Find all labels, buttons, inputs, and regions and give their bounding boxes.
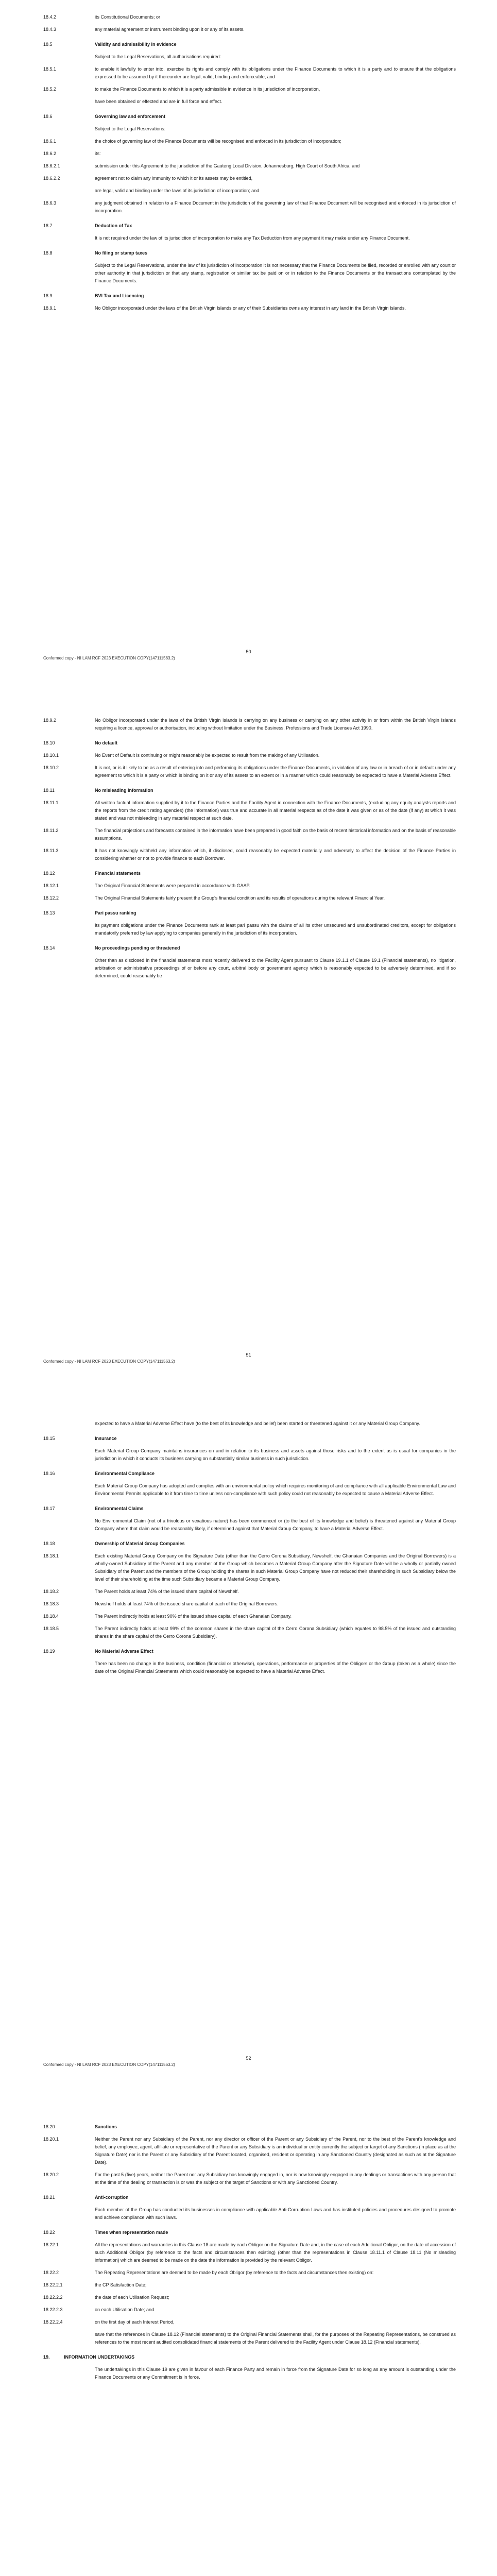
clause bbox=[43, 13, 456, 21]
clause-number: 18.6 bbox=[43, 114, 53, 119]
clause-text: submission under this Agreement to the jurisdiction of the Gauteng Local Division, Johannesburg, High Court of South Africa; and bbox=[95, 163, 360, 168]
clause-heading bbox=[43, 1505, 456, 1513]
clause-number: 18.5 bbox=[43, 42, 53, 47]
paragraph: Each Material Group Company has adopted and complies with an environmental policy which requires monitoring of and compliance with all applicable Environmental Law and Environmental Permits applicable to it from time to time unless non-compliance with such policy could not reasonably be expected to cause a Material Adverse Effect. bbox=[95, 1483, 456, 1496]
clause-number: 18.22.2.1 bbox=[43, 2282, 63, 2287]
clause-number: 18.12.2 bbox=[43, 895, 59, 901]
clause-text: Deduction of Tax bbox=[95, 223, 132, 228]
clause-text: The Original Financial Statements were prepared in accordance with GAAP. bbox=[95, 883, 250, 888]
clause-heading bbox=[43, 249, 456, 257]
clause-number: 18.22.2.2 bbox=[43, 2295, 63, 2300]
clause bbox=[43, 882, 456, 890]
paragraph: Subject to the Legal Reservations, all authorisations required: bbox=[95, 54, 221, 59]
clause-number: 18.11.3 bbox=[43, 848, 59, 853]
clause-number: 18.10.2 bbox=[43, 765, 59, 770]
clause-text: For the past 5 (five) years, neither the Parent nor any Subsidiary has knowingly engaged in, nor is now knowingly engaged in any dealings or transactions with any person that at the time of the dealing or transaction is or was the subject or the target of Sanctions or with any Sanctioned Country. bbox=[95, 2172, 456, 2185]
clause bbox=[43, 2269, 456, 2277]
clause-text: the CP Satisfaction Date; bbox=[95, 2282, 147, 2287]
clause-text: No proceedings pending or threatened bbox=[95, 945, 180, 951]
clause-text: The financial projections and forecasts contained in the information have been prepared in good faith on the basis of recent historical information and on the basis of reasonable assumptions. bbox=[95, 828, 456, 841]
clause-heading bbox=[43, 2194, 456, 2201]
clause bbox=[43, 799, 456, 822]
clause bbox=[43, 26, 456, 33]
clause-number: 18.7 bbox=[43, 223, 53, 228]
clause bbox=[43, 2281, 456, 2289]
clause-number: 18.5.2 bbox=[43, 87, 57, 92]
clause bbox=[43, 2171, 456, 2187]
clause-number: 18.21 bbox=[43, 2195, 55, 2200]
clause-number: 18.22.2 bbox=[43, 2270, 59, 2275]
clause-number: 18.22 bbox=[43, 2230, 55, 2235]
clause-text: The Original Financial Statements fairly present the Group's financial condition and its results of operations during the relevant Financial Year. bbox=[95, 895, 385, 901]
clause-number: 18.18.5 bbox=[43, 1626, 59, 1631]
clause-number: 18.9.1 bbox=[43, 306, 57, 311]
clause-text: Neither the Parent nor any Subsidiary of the Parent, nor any director or officer of the Parent or any Subsidiary of the Parent, nor to the best of the Parent's knowledge and belief, any employee, agent, affiliate or representative of the Parent or any Subsidiary is an individual or entity currently the subject or target of any Sanctions (in place as at the Signature Date) nor is the Parent or any Subsidiary of the Parent located, organised, resident or operating in any Sanctioned Country (designated as such as at the Signature Date). bbox=[95, 2137, 456, 2165]
clause-number: 18.6.2.2 bbox=[43, 176, 60, 181]
paragraph: are legal, valid and binding under the laws of its jurisdiction of incorporation; and bbox=[95, 188, 260, 193]
paragraph: Each member of the Group has conducted its businesses in compliance with applicable Anti-Corruption Laws and has instituted policies and procedures designed to promote and achieve compliance with such laws. bbox=[95, 2207, 456, 2220]
clause-number: 18.18.1 bbox=[43, 1553, 59, 1558]
clause-number: 18.18 bbox=[43, 1541, 55, 1546]
clause-text: agreement not to claim any immunity to which it or its assets may be entitled, bbox=[95, 176, 253, 181]
clause bbox=[43, 1588, 456, 1596]
clause-number: 18.13 bbox=[43, 910, 55, 916]
clause-number: 18.20.1 bbox=[43, 2137, 59, 2142]
clause-heading bbox=[43, 944, 456, 952]
clause-text: any material agreement or instrument binding upon it or any of its assets. bbox=[95, 27, 245, 32]
clause bbox=[43, 199, 456, 215]
clause bbox=[43, 162, 456, 170]
clause-text: any judgment obtained in relation to a Finance Document in the jurisdiction of the governing law of that Finance Document will be recognised and enforced in its jurisdiction of incorporation. bbox=[95, 200, 456, 213]
clause-number: 18.9.2 bbox=[43, 718, 57, 723]
clause bbox=[43, 847, 456, 862]
clause-text: It has not knowingly withheld any information which, if disclosed, could reasonably be expected materially and adversely to affect the decision of the Finance Parties in considering whether or not to provide finance to each Borrower. bbox=[95, 848, 456, 861]
clause-text: Sanctions bbox=[95, 2124, 117, 2129]
clause-number: 18.22.2.4 bbox=[43, 2319, 63, 2325]
clause-text: All written factual information supplied by it to the Finance Parties and the Facility Agent in connection with the Finance Documents, (excluding any equity analysts reports and the reports from the credit rating agencies) (the information) was true and accurate in all material respects as of the date it was given or as of the date (if any) at which it was stated and was not misleading in any material respect at such date. bbox=[95, 800, 456, 821]
clause bbox=[43, 2294, 456, 2301]
clause-text: No default bbox=[95, 740, 117, 745]
clause-heading bbox=[43, 1435, 456, 1443]
clause-text: to make the Finance Documents to which it is a party admissible in evidence in its jurisdiction of incorporation, bbox=[95, 87, 320, 92]
paragraph: Its payment obligations under the Finance Documents rank at least pari passu with the claims of all its other unsecured and unsubordinated creditors, except for obligations mandatorily preferred by law applying to companies generally in the jurisdiction of its incorporation. bbox=[95, 923, 456, 936]
clause-heading bbox=[43, 1540, 456, 1548]
clause-number: 18.18.2 bbox=[43, 1589, 59, 1594]
conformed-copy-footer: Conformed copy - NI LAM RCF 2023 EXECUTION COPY(147111563.2) bbox=[43, 2062, 175, 2067]
clause-text: its Constitutional Documents; or bbox=[95, 14, 161, 20]
clause-text: Newshelf holds at least 74% of the issued share capital of each of the Original Borrowers. bbox=[95, 1601, 279, 1606]
clause-text: Environmental Claims bbox=[95, 1506, 144, 1511]
clause-number: 18.17 bbox=[43, 1506, 55, 1511]
clause-heading bbox=[43, 787, 456, 794]
clause-heading bbox=[43, 222, 456, 230]
clause-text: The Parent indirectly holds at least 99% of the common shares in the share capital of the Cerro Corona Subsidiary (which equates to 98.5% of the issued and outstanding shares in the share capital of the Cerro Corona Subsidiary). bbox=[95, 1626, 456, 1639]
clause-text: Governing law and enforcement bbox=[95, 114, 166, 119]
clause-text: its: bbox=[95, 151, 101, 156]
clause-text: INFORMATION UNDERTAKINGS bbox=[64, 2354, 135, 2360]
clause bbox=[43, 150, 456, 158]
clause-number: 18.16 bbox=[43, 1471, 55, 1476]
clause bbox=[43, 1552, 456, 1583]
clause bbox=[43, 752, 456, 759]
clause bbox=[43, 764, 456, 779]
clause-number: 18.12 bbox=[43, 871, 55, 876]
clause bbox=[43, 2241, 456, 2264]
clause bbox=[43, 65, 456, 81]
clause-number: 18.10.1 bbox=[43, 753, 59, 758]
clause bbox=[43, 138, 456, 145]
document-page bbox=[0, 1406, 497, 2110]
clause-number: 18.6.1 bbox=[43, 139, 57, 144]
clause-heading bbox=[43, 909, 456, 917]
paragraph: The undertakings in this Clause 19 are given in favour of each Finance Party and remain in force from the Signature Date for so long as any amount is outstanding under the Finance Documents or any Commitment is in force. bbox=[95, 2367, 456, 2380]
clause bbox=[43, 894, 456, 902]
clause-number: 18.9 bbox=[43, 293, 53, 298]
paragraph: save that the references in Clause 18.12 (Financial statements) to the Original Financial Statements shall, for the purposes of the Repeating Representations, be construed as references to the most recent audited consolidated financial statements of the Parent delivered to the Facility Agent under Clause 18.12 (Financial statements). bbox=[95, 2332, 456, 2345]
clause bbox=[43, 717, 456, 732]
clause-number: 18.6.3 bbox=[43, 200, 57, 206]
document-page bbox=[0, 703, 497, 1406]
clause-number: 18.19 bbox=[43, 1649, 55, 1654]
clause bbox=[43, 1625, 456, 1640]
clause-number: 18.22.1 bbox=[43, 2242, 59, 2247]
clause-text: No filing or stamp taxes bbox=[95, 250, 148, 256]
paragraph: have been obtained or effected and are in full force and effect. bbox=[95, 99, 222, 104]
clause-number: 18.12.1 bbox=[43, 883, 59, 888]
paragraph: Other than as disclosed in the financial statements most recently delivered to the Facility Agent pursuant to Clause 19.1.1 of Clause 19.1 (Financial statements), no litigation, arbitration or administrative proceedings of or before any court, arbitral body or government agency which is reasonably expected to be adversely determined, and if so determined, could reasonably be bbox=[95, 958, 456, 978]
clause-text: All the representations and warranties in this Clause 18 are made by each Obligor on the Signature Date and, in the case of each Additional Obligor, on the date of accession of such Additional Obligor (by reference to the facts and circumstances then existing) (other than the representations in Clause 18.11.1 of Clause 18.11 (No misleading information) which are deemed to be made on the date the information is provided by the relevant Obligor. bbox=[95, 2242, 456, 2263]
clause-heading bbox=[43, 1648, 456, 1655]
clause bbox=[43, 827, 456, 842]
clause bbox=[43, 2306, 456, 2314]
clause-heading bbox=[43, 739, 456, 747]
clause-text: Environmental Compliance bbox=[95, 1471, 155, 1476]
clause-number: 18.10 bbox=[43, 740, 55, 745]
paragraph: Subject to the Legal Reservations: bbox=[95, 126, 166, 131]
clause-number: 18.11 bbox=[43, 788, 55, 793]
clause-number: 18.14 bbox=[43, 945, 55, 951]
clause bbox=[43, 2136, 456, 2166]
clause-text: on the first day of each Interest Period, bbox=[95, 2319, 175, 2325]
paragraph: It is not required under the law of its jurisdiction of incorporation to make any Tax Deduction from any payment it may make under any Finance Document. bbox=[95, 235, 410, 241]
page-number: 52 bbox=[246, 2056, 251, 2061]
clause-text: Financial statements bbox=[95, 871, 141, 876]
clause-heading bbox=[43, 1470, 456, 1478]
clause-number: 18.6.2.1 bbox=[43, 163, 60, 168]
clause-text: No Event of Default is continuing or might reasonably be expected to result from the making of any Utilisation. bbox=[95, 753, 320, 758]
document-page bbox=[0, 2110, 497, 2576]
clause-number: 18.8 bbox=[43, 250, 53, 256]
clause bbox=[43, 1600, 456, 1608]
clause-number: 18.11.1 bbox=[43, 800, 59, 805]
clause-text: Pari passu ranking bbox=[95, 910, 136, 916]
clause-text: to enable it lawfully to enter into, exercise its rights and comply with its obligations under the Finance Documents to which it is a party and to ensure that the obligations expressed to be assumed by it thereunder are legal, valid, binding and enforceable; and bbox=[95, 66, 456, 79]
clause-text: the date of each Utilisation Request; bbox=[95, 2295, 169, 2300]
clause-text: The Parent indirectly holds at least 90% of the issued share capital of each Ghanaian Company. bbox=[95, 1614, 292, 1619]
clause-number: 18.18.3 bbox=[43, 1601, 59, 1606]
clause-number: 18.20 bbox=[43, 2124, 55, 2129]
clause-heading bbox=[43, 2229, 456, 2236]
clause-heading bbox=[43, 113, 456, 121]
clause-heading bbox=[43, 2353, 456, 2361]
clause-text: No Material Adverse Effect bbox=[95, 1649, 153, 1654]
clause-number: 18.11.2 bbox=[43, 828, 59, 833]
paragraph: There has been no change in the business, condition (financial or otherwise), operations, performance or properties of the Obligors or the Group (taken as a whole) since the date of the Original Financial Statements which could reasonably be expected to have a Material Adverse Effect. bbox=[95, 1661, 456, 1674]
clause bbox=[43, 175, 456, 182]
page-number: 51 bbox=[246, 1352, 251, 1358]
clause-text: Anti-corruption bbox=[95, 2195, 129, 2200]
clause bbox=[43, 2318, 456, 2326]
clause-text: No misleading information bbox=[95, 788, 153, 793]
clause-text: on each Utilisation Date; and bbox=[95, 2307, 155, 2312]
clause-number: 18.20.2 bbox=[43, 2172, 59, 2177]
clause-text: No Obligor incorporated under the laws of the British Virgin Islands is carrying on any business or carrying on any other activity in or from within the British Virgin Islands requiring a licence, approval or authorisation, including without limitation under the Business, Professions and Trade Licenses Act 1990. bbox=[95, 718, 456, 731]
conformed-copy-footer: Conformed copy - NI LAM RCF 2023 EXECUTION COPY(147111563.2) bbox=[43, 1359, 175, 1364]
clause bbox=[43, 86, 456, 93]
clause-number: 18.22.2.3 bbox=[43, 2307, 63, 2312]
clause-text: Times when representation made bbox=[95, 2230, 168, 2235]
clause-heading bbox=[43, 870, 456, 877]
clause-text: Validity and admissibility in evidence bbox=[95, 42, 177, 47]
conformed-copy-footer: Conformed copy - NI LAM RCF 2023 EXECUTION COPY(147111563.2) bbox=[43, 656, 175, 660]
clause-number: 19. bbox=[43, 2354, 50, 2360]
clause bbox=[43, 304, 456, 312]
clause-text: Insurance bbox=[95, 1436, 117, 1441]
clause-text: No Obligor incorporated under the laws of the British Virgin Islands or any of their Subsidiaries owns any interest in any land in the British Virgin Islands. bbox=[95, 306, 406, 311]
clause-number: 18.5.1 bbox=[43, 66, 57, 72]
paragraph: Subject to the Legal Reservations, under the law of its jurisdiction of incorporation it is not necessary that the Finance Documents be filed, recorded or enrolled with any court or other authority in that jurisdiction or that any stamp, registration or similar tax be paid on or in relation to the Finance Documents or the transactions contemplated by the Finance Documents. bbox=[95, 263, 456, 283]
clause-number: 18.18.4 bbox=[43, 1614, 59, 1619]
clause-heading bbox=[43, 41, 456, 48]
clause-text: The Repeating Representations are deemed to be made by each Obligor (by reference to the facts and circumstances then existing) on: bbox=[95, 2270, 374, 2275]
clause bbox=[43, 1613, 456, 1620]
clause-text: The Parent holds at least 74% of the issued share capital of Newshelf. bbox=[95, 1589, 239, 1594]
document-page bbox=[0, 0, 497, 703]
paragraph: No Environmental Claim (not of a frivolous or vexatious nature) has been commenced or (to the best of its knowledge and belief) is threatened against any Material Group Company where that claim would be reasonably likely, if determined against that Material Group Company, to have a Material Adverse Effect. bbox=[95, 1518, 456, 1531]
paragraph: expected to have a Material Adverse Effect have (to the best of its knowledge and belief) been started or threatened against it or any Material Group Company. bbox=[95, 1421, 420, 1426]
clause-heading bbox=[43, 292, 456, 300]
clause-number: 18.4.2 bbox=[43, 14, 57, 20]
paragraph: Each Material Group Company maintains insurances on and in relation to its business and assets against those risks and to the extent as is usual for companies in the jurisdiction in which it conducts its business carrying on substantially similar business in such jurisdiction. bbox=[95, 1448, 456, 1461]
page-number: 50 bbox=[246, 649, 251, 654]
clause-text: It is not, or is it likely to be as a result of entering into and performing its obligations under the Finance Documents, in violation of any law or in breach of or in default under any agreement to which it is a party or which is binding on it or any of its assets to an extent or in a manner which could reasonably be expected to have a Material Adverse Effect. bbox=[95, 765, 456, 778]
clause-text: Ownership of Material Group Companies bbox=[95, 1541, 185, 1546]
clause-heading bbox=[43, 2123, 456, 2131]
clause-text: Each existing Material Group Company on the Signature Date (other than the Cerro Corona Subsidiary, Newshelf, the Ghanaian Companies and the Original Borrowers) is a wholly-owned Subsidiary of the Parent and any member of the Group which becomes a Material Group Company after the Signature Date will be a wholly or partially owned Subsidiary of the Parent and the members of the Group holding the shares in such Material Group Company have not reduced their shareholding in such Subsidiary below the level of their shareholding at the time such Subsidiary became a Material Group Company. bbox=[95, 1553, 456, 1582]
clause-number: 18.15 bbox=[43, 1436, 55, 1441]
clause-text: the choice of governing law of the Finance Documents will be recognised and enforced in its jurisdiction of incorporation; bbox=[95, 139, 341, 144]
clause-number: 18.4.3 bbox=[43, 27, 57, 32]
clause-text: BVI Tax and Licencing bbox=[95, 293, 144, 298]
clause-number: 18.6.2 bbox=[43, 151, 57, 156]
